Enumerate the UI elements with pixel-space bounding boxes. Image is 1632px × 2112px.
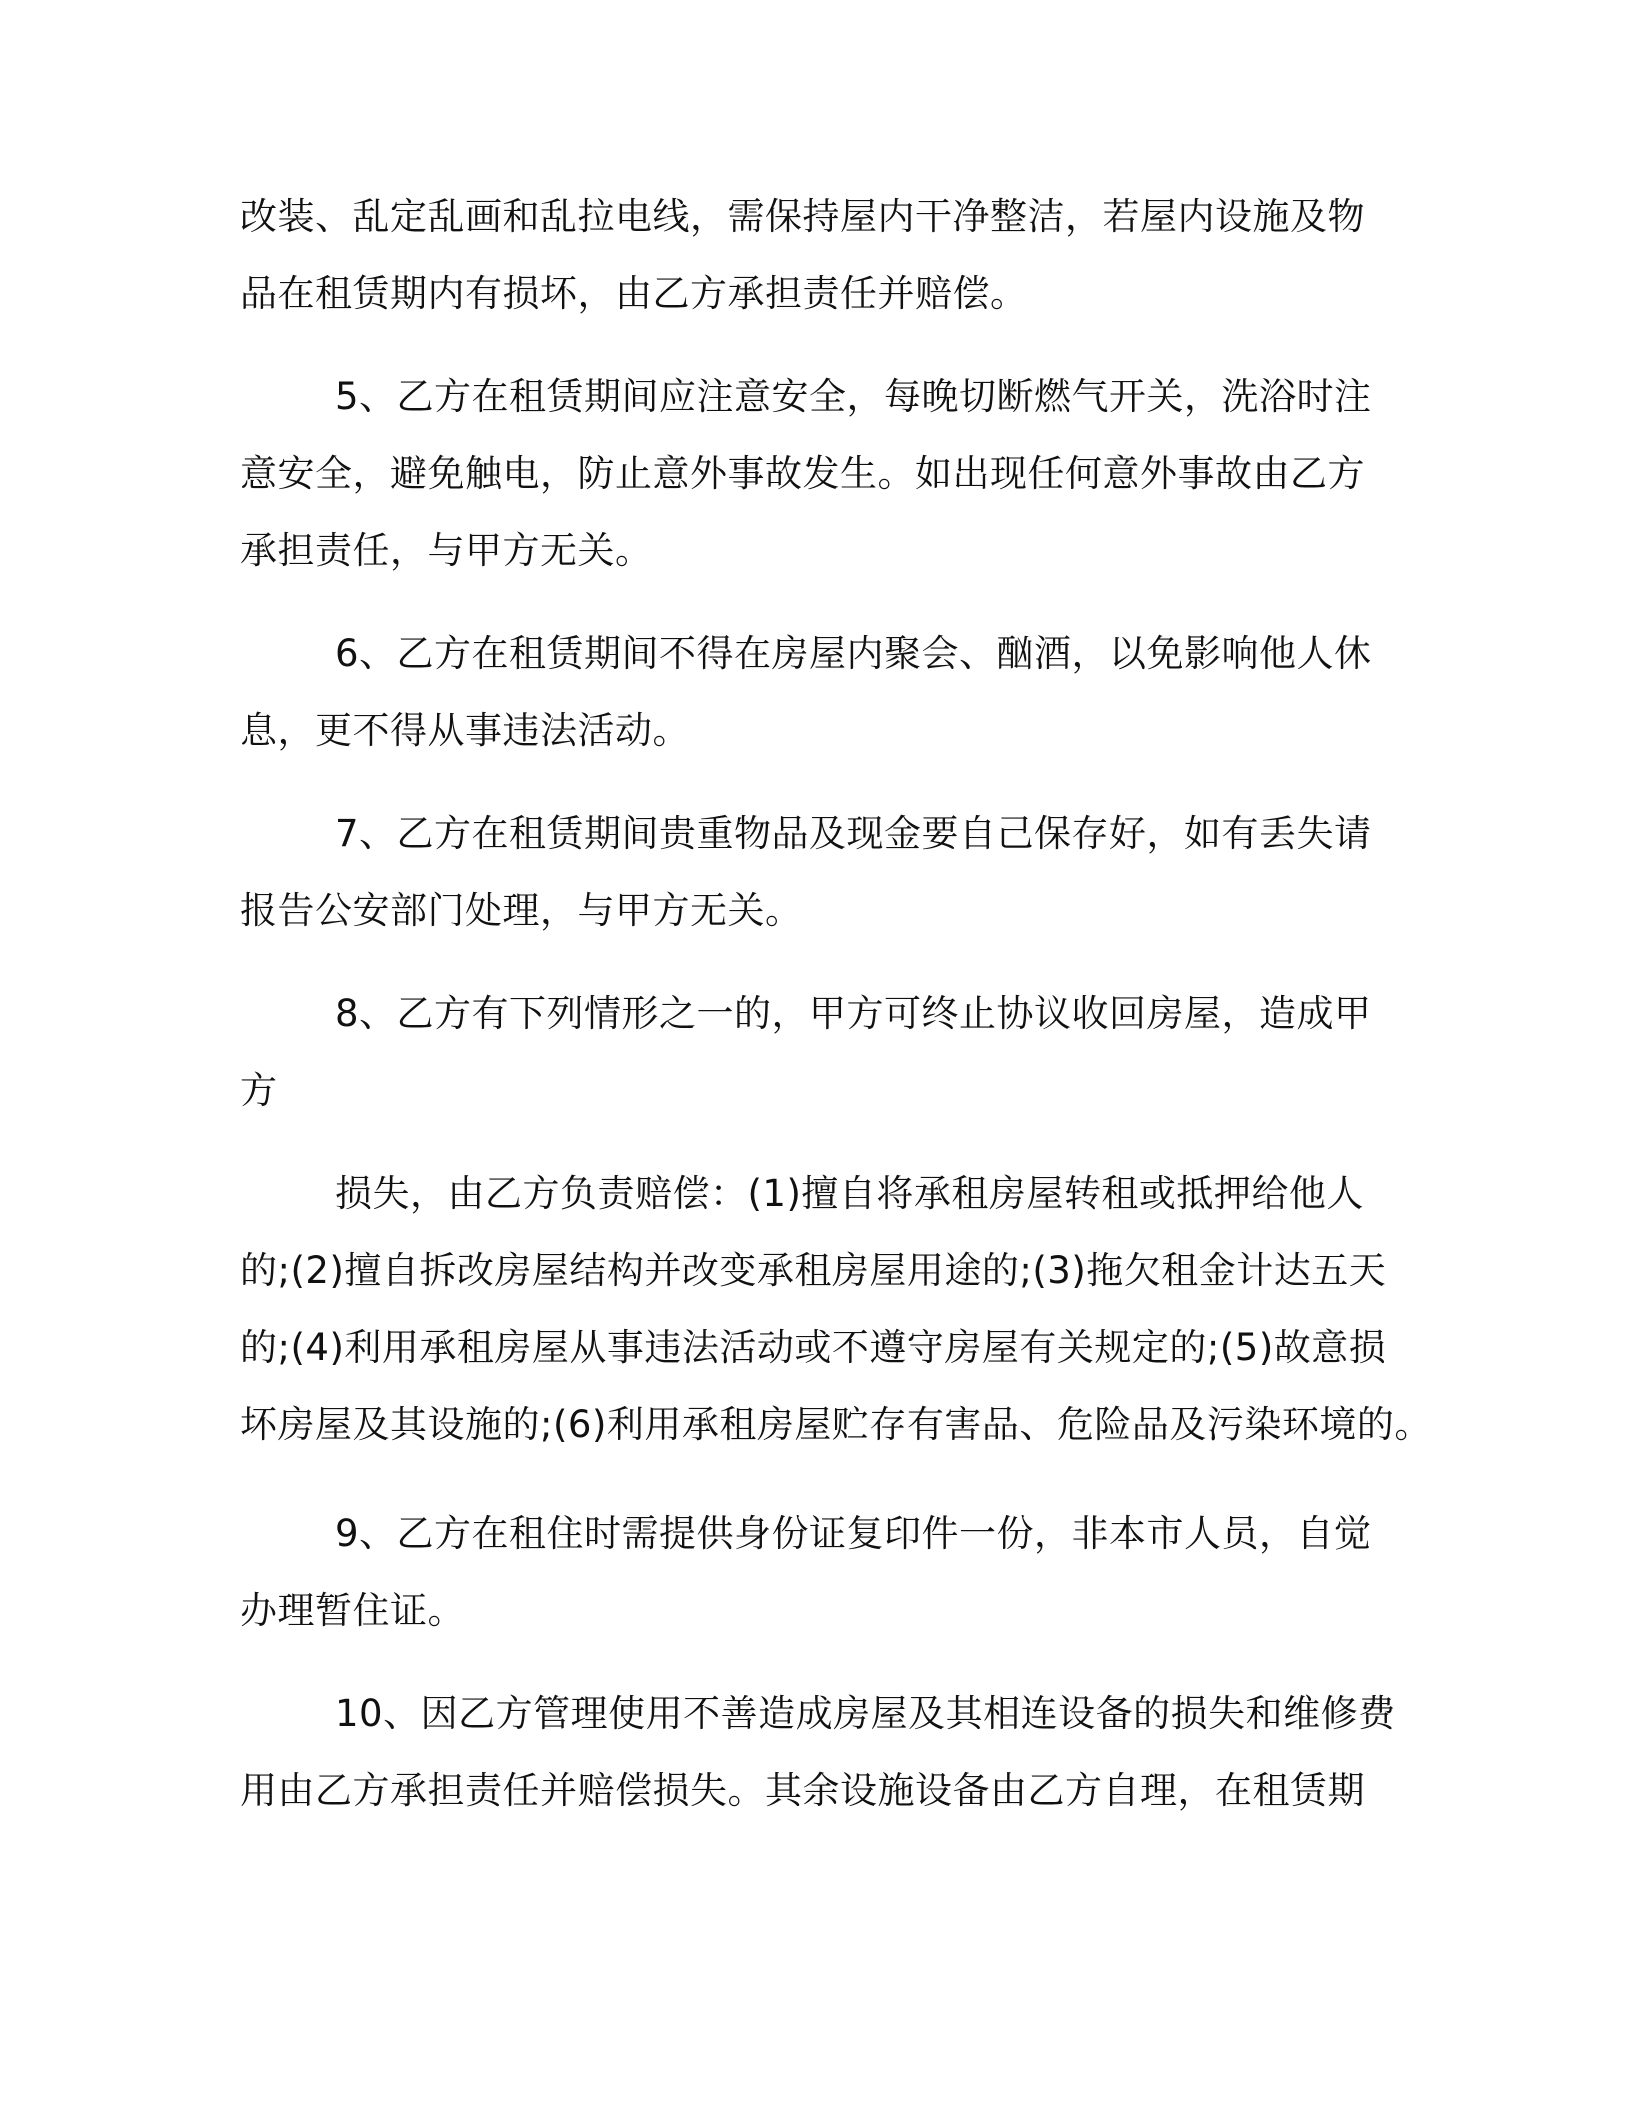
text-line: 损失，由乙方负责赔偿：(1)擅自将承租房屋转租或抵押给他人 — [335, 1172, 1364, 1215]
text-line: 9、乙方在租住时需提供身份证复印件一份，非本市人员，自觉 — [335, 1512, 1372, 1555]
paragraph-clause-5 — [240, 358, 1400, 589]
text-line: 的;(2)擅自拆改房屋结构并改变承租房屋用途的;(3)拖欠租金计达五天 — [240, 1249, 1387, 1292]
text-line: 的;(4)利用承租房屋从事违法活动或不遵守房屋有关规定的;(5)故意损 — [240, 1326, 1387, 1369]
text-line: 方 — [240, 1069, 278, 1112]
text-line: 10、因乙方管理使用不善造成房屋及其相连设备的损失和维修费 — [335, 1692, 1396, 1735]
text-line: 6、乙方在租赁期间不得在房屋内聚会、酗酒，以免影响他人休 — [335, 632, 1372, 675]
text-line: 5、乙方在租赁期间应注意安全，每晚切断燃气开关，洗浴时注 — [335, 375, 1372, 418]
paragraph-clause-10 — [240, 1675, 1400, 1829]
paragraph-clause-8 — [240, 975, 1400, 1129]
paragraph-clause-8-list — [240, 1155, 1432, 1463]
text-line: 办理暂住证。 — [240, 1589, 465, 1632]
paragraph-clause-6 — [240, 615, 1400, 769]
text-line: 改装、乱定乱画和乱拉电线，需保持屋内干净整洁，若屋内设施及物 — [240, 195, 1365, 238]
text-line: 息，更不得从事违法活动。 — [240, 709, 690, 752]
text-line: 承担责任，与甲方无关。 — [240, 529, 653, 572]
text-line: 7、乙方在租赁期间贵重物品及现金要自己保存好，如有丢失请 — [335, 812, 1372, 855]
text-line: 用由乙方承担责任并赔偿损失。其余设施设备由乙方自理，在租赁期 — [240, 1769, 1365, 1812]
paragraph-clause-9 — [240, 1495, 1400, 1649]
text-line: 意安全，避免触电，防止意外事故发生。如出现任何意外事故由乙方 — [240, 452, 1365, 495]
paragraph-clause-7 — [240, 795, 1400, 949]
text-line: 报告公安部门处理，与甲方无关。 — [240, 889, 803, 932]
text-line: 品在租赁期内有损坏，由乙方承担责任并赔偿。 — [240, 272, 1028, 315]
text-line: 8、乙方有下列情形之一的，甲方可终止协议收回房屋，造成甲 — [335, 992, 1372, 1035]
paragraph-continuation — [240, 178, 1400, 332]
text-line: 坏房屋及其设施的;(6)利用承租房屋贮存有害品、危险品及污染环境的。 — [240, 1403, 1432, 1446]
